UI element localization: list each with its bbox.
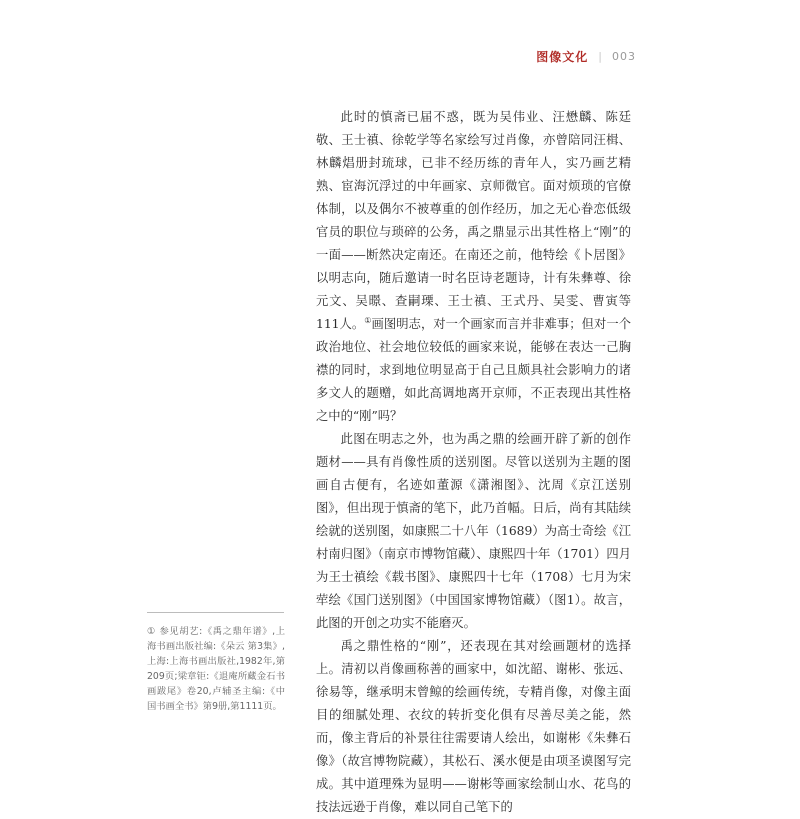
paragraph-1-part-b: 画图明志，对一个画家而言并非难事；但对一个政治地位、社会地位较低的画家来说，能够在表达一己胸襟的同时，求到地位明显高于自己且颇具社会影响力的诸多文人的题赠，如此高调地离开京师，不正表现出其性格之中的“刚”吗？ bbox=[316, 317, 631, 423]
running-header bbox=[536, 48, 636, 65]
header-divider: | bbox=[598, 50, 602, 63]
paragraph-3: 禹之鼎性格的“刚”，还表现在其对绘画题材的选择上。清初以肖像画称善的画家中，如沈韶、谢彬、张远、徐易等，继承明末曾鲸的绘画传统，专精肖像，对像主面目的细腻处理、衣纹的转折变化俱有尽善尽美之能，然而，像主背后的补景往往需要请人绘出，如谢彬《朱彝石像》（故宫博物院藏），其松石、溪水便是由项圣谟图写完成。其中道理殊为显明——谢彬等画家绘制山水、花鸟的技法远逊于肖像，难以同自己笔下的 bbox=[316, 639, 631, 814]
section-title: 图像文化 bbox=[536, 50, 589, 64]
paragraph-2: 此图在明志之外，也为禹之鼎的绘画开辟了新的创作题材——具有肖像性质的送别图。尽管以送别为主题的图画自古便有，名迹如董源《潇湘图》、沈周《京江送别图》，但出现于慎斋的笔下，此乃首幅。日后，尚有其陆续绘就的送别图，如康熙二十八年（1689）为高士奇绘《江村南归图》（南京市博物馆藏）、康熙四十年（1701）四月为王士禛绘《载书图》、康熙四十七年（1708）七月为宋荦绘《国门送别图》（中国国家博物馆藏）（图1）。故言，此图的开创之功实不能磨灭。 bbox=[316, 432, 631, 630]
footnote-ref[interactable]: ① bbox=[364, 315, 372, 325]
footnote: ① 参见胡艺:《禹之鼎年谱》,上海书画出版社编:《朵云 第3集》,上海:上海书画出版社,1982年,第209页;梁章钜:《退庵所藏金石书画跋尾》卷20,卢辅圣主编:《中国书画全书》第9册,第1111页。 bbox=[147, 626, 285, 712]
page-number: 003 bbox=[612, 50, 636, 63]
paragraph-1-part-a: 此时的慎斋已届不惑，既为吴伟业、汪懋麟、陈廷敬、王士禛、徐乾学等名家绘写过肖像，亦曾陪同汪楫、林麟焻册封琉球，已非不经历练的青年人，实乃画艺精熟、宦海沉浮过的中年画家、京师微官。面对烦琐的官僚体制，以及偶尔不被尊重的创作经历，加之无心眷恋低级官员的职位与琐碎的公务，禹之鼎显示出其性格上“刚”的一面——断然决定南还。在南还之前，他特绘《卜居图》以明志向，随后邀请一时名臣诗老题诗，计有朱彝尊、徐元文、吴暻、查嗣瑮、王士禛、王式丹、吴雯、曹寅等111人。 bbox=[316, 110, 631, 331]
body-text bbox=[316, 106, 631, 819]
paragraph-1 bbox=[316, 106, 631, 428]
footnote-rule bbox=[147, 612, 284, 613]
